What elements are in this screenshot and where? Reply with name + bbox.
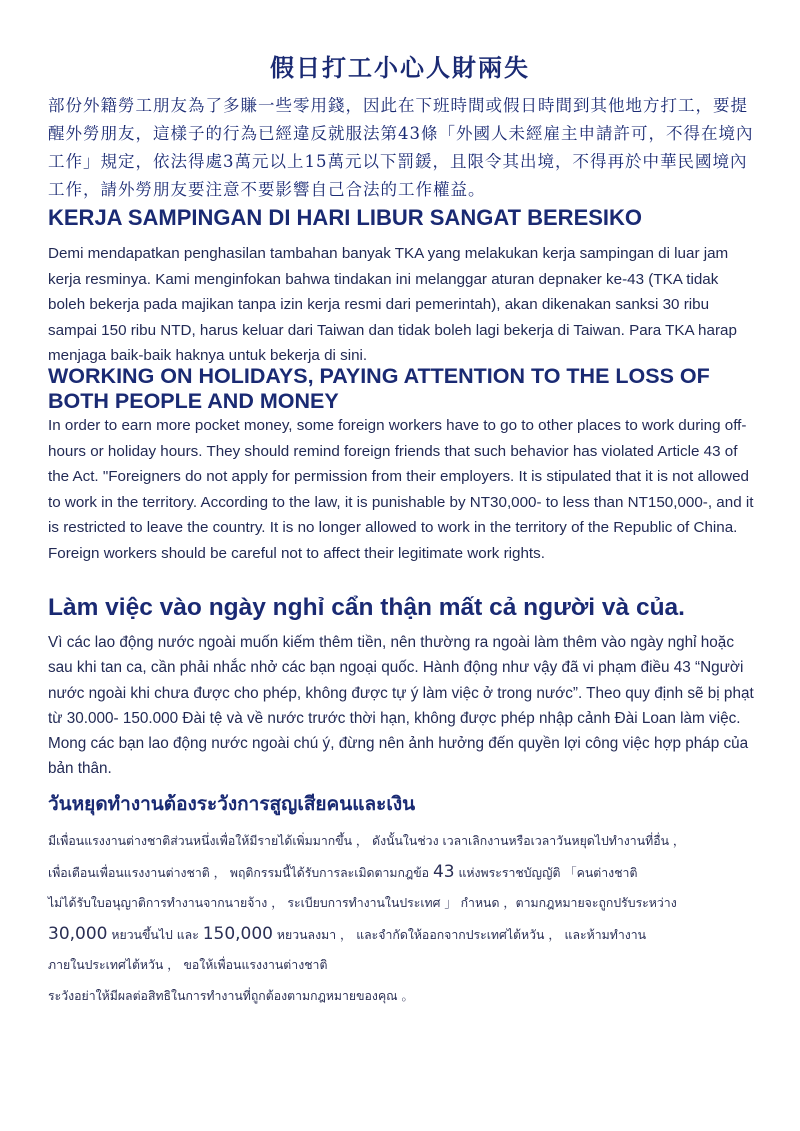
thai-line-3: ไม่ได้รับใบอนุญาติการทำงานจากนายจ้าง ， ระเบียบการทำงานในประเทศ 」 กำหนด ，ตามกฎหมายจะถูกปรับระหว่าง xyxy=(48,896,677,910)
thai-line-2-start: เพื่อเตือนเพื่อนแรงงานต่างชาติ ， พฤติกรรมนี้ได้รับการละเมิดตามกฎข้อ xyxy=(48,865,433,880)
chinese-paragraph: 部份外籍勞工朋友為了多賺一些零用錢，因此在下班時間或假日時間到其他地方打工，要提醒外勞朋友，這樣子的行為已經違反就服法第43條「外國人未經雇主申請許可，不得在境內工作」規定，依法得處3萬元以上15萬元以下罰鍰，且限令其出境，不得再於中華民國境內工作，請外勞朋友要注意不要影響自己合法的工作權益。 xyxy=(48,96,754,199)
article-number: 43 xyxy=(432,861,455,882)
thai-line-5: ภายในประเทศไต้หวัน ， ขอให้เพื่อนแรงงานต่างชาติ xyxy=(48,958,328,972)
thai-line-6: ระวังอย่าให้มีผลต่อสิทธิในการทำงานที่ถูกต้องตามกฎหมายของคุณ 。 xyxy=(48,988,414,1003)
thai-line-4-mid: หยวนขึ้นไป และ xyxy=(107,927,203,942)
indonesian-paragraph: Demi mendapatkan penghasilan tambahan banyak TKA yang melakukan kerja sampingan di luar jam kerja resminya. Kami menginfokan bahwa tindakan ini melanggar aturan depnaker ke-43 (TKA tidak boleh bekerja pada majikan tanpa izin kerja resmi dari pemerintah), akan dikenakan sanksi 30 ribu sampai 150 ribu NTD, harus keluar dari Taiwan dan tidak boleh lagi bekerja di Taiwan. Para TKA harap menjaga baik-baik haknya untuk bekerja di sini. xyxy=(48,245,737,365)
thai-line-2 xyxy=(48,857,758,889)
thai-line-4-end: หยวนลงมา ， และจำกัดให้ออกจากประเทศไต้หวัน ， และห้ามทำงาน xyxy=(273,927,647,942)
indonesian-title: KERJA SAMPINGAN DI HARI LIBUR SANGAT BERESIKO xyxy=(48,205,643,230)
thai-title: วันหยุดทำงานต้องระวังการสูญเสียคนและเงิน xyxy=(48,793,416,815)
thai-line-1: มีเพื่อนแรงงานต่างชาติส่วนหนึ่งเพื่อให้มีรายได้เพิ่มมากขึ้น ， ดังนั้นในช่วง เวลาเลิกงานหรือเวลาวันหยุดไปทำงานที่อื่น ， xyxy=(48,834,686,848)
fine-min-amount: 30,000 xyxy=(48,923,108,944)
thai-paragraph xyxy=(48,826,758,1011)
thai-line-4 xyxy=(48,919,758,951)
english-title: WORKING ON HOLIDAYS, PAYING ATTENTION TO THE LOSS OF BOTH PEOPLE AND MONEY xyxy=(48,364,710,413)
fine-max-amount: 150,000 xyxy=(202,923,274,944)
vietnamese-title: Làm việc vào ngày nghỉ cẩn thận mất cả người và của. xyxy=(48,594,685,621)
english-paragraph: In order to earn more pocket money, some foreign workers have to go to other places to work during off-hours or holiday hours. They should remind foreign friends that such behavior has violated Article 43 of the Act. "Foreigners do not apply for permission from their employers. It is stipulated that it is not allowed to work in the territory. According to the law, it is punishable by NT30,000- to less than NT150,000-, and it is restricted to leave the country. It is no longer allowed to work in the territory of the Republic of China. Foreign workers should be careful not to affect their legitimate work rights. xyxy=(48,417,754,562)
vietnamese-paragraph: Vì các lao động nước ngoài muốn kiếm thêm tiền, nên thường ra ngoài làm thêm vào ngày nghỉ hoặc sau khi tan ca, cần phải nhắc nhở các bạn ngoại quốc. Hành động như vậy đã vi phạm điều 43 “Người nước ngoài khi chưa được cho phép, không được tự ý làm việc ở trong nước”. Theo quy định sẽ bị phạt từ 30.000- 150.000 Đài tệ và về nước trước thời hạn, không được phép nhập cảnh Đài Loan làm việc. Mong các bạn lao động nước ngoài chú ý, đừng nên ảnh hưởng đến quyền lợi công việc hợp pháp của bản thân. xyxy=(48,634,754,778)
thai-line-2-end: แห่งพระราชบัญญัติ 「คนต่างชาติ xyxy=(454,865,638,880)
chinese-title: 假日打工小心人財兩失 xyxy=(270,53,530,82)
